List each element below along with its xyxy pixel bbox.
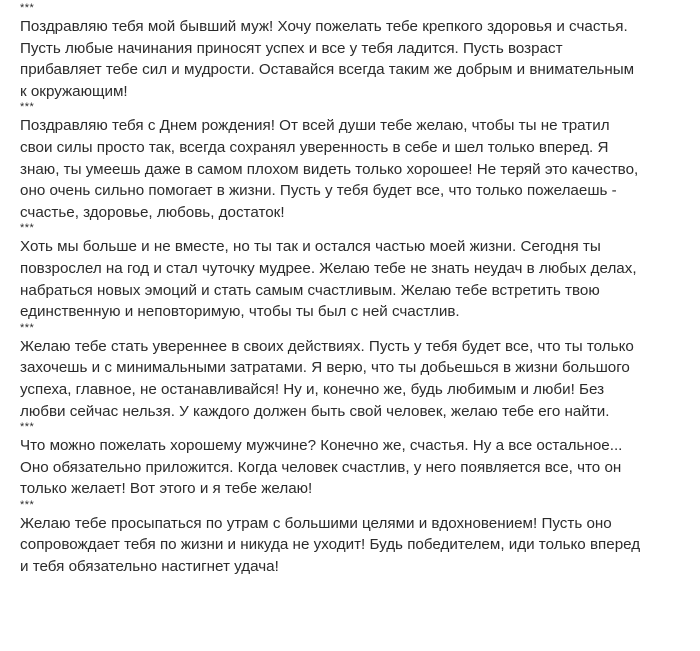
text-line: единственную и неповторимую, чтобы ты был с ней счастлив. (20, 303, 460, 321)
text-line: к окружающим! (20, 82, 128, 100)
separator: *** (20, 321, 35, 334)
text-line: Желаю тебе просыпаться по утрам с большими целями и вдохновением! Пусть оно (20, 514, 612, 532)
document-body (20, 0, 692, 578)
text-line: сопровождает тебя по жизни и никуда не уходит! Будь победителем, иди только вперед (20, 536, 641, 554)
text-line: Оно обязательно приложится. Когда человек счастлив, у него появляется все, что он (20, 458, 622, 476)
paragraph-5 (20, 435, 692, 500)
text-line: захочешь и с минимальными затратами. Я верю, что ты добьешься в жизни большого (20, 359, 630, 377)
paragraph-4 (20, 336, 692, 422)
text-line: Хоть мы больше и не вместе, но ты так и остался частью моей жизни. Сегодня ты (20, 238, 601, 256)
separator: *** (20, 101, 35, 114)
text-line: только желает! Вот этого и я тебе желаю! (20, 480, 313, 498)
separator: *** (20, 222, 35, 235)
paragraph-6 (20, 513, 692, 578)
text-line: знаю, ты умеешь даже в самом плохом видеть только хорошее! Не теряй это качество, (20, 160, 639, 178)
separator: *** (20, 2, 35, 14)
separator: *** (20, 421, 35, 434)
paragraph-3 (20, 236, 692, 322)
text-line: свои силы просто так, всегда сохранял уверенность в себе и шел только вперед. Я (20, 138, 609, 156)
text-line: набраться новых эмоций и стать самым счастливым. Желаю тебе встретить твою (20, 281, 600, 299)
text-line: Пусть любые начинания приносят успех и все у тебя ладится. Пусть возраст (20, 39, 563, 57)
text-line: Желаю тебе стать увереннее в своих действиях. Пусть у тебя будет все, что ты только (20, 337, 634, 355)
paragraph-2 (20, 115, 692, 223)
text-line: счастье, здоровье, любовь, достаток! (20, 203, 285, 221)
text-line: повзрослел на год и стал чуточку мудрее. Желаю тебе не знать неудач в любых делах, (20, 259, 637, 277)
text-line: любви сейчас нельзя. У каждого должен быть свой человек, желаю тебе его найти. (20, 402, 610, 420)
separator: *** (20, 498, 35, 511)
text-line: Поздравляю тебя с Днем рождения! От всей души тебе желаю, чтобы ты не тратил (20, 117, 610, 135)
text-line: успеха, главное, не останавливайся! Ну и, конечно же, будь любимым и люби! Без (20, 380, 605, 398)
paragraph-1 (20, 16, 692, 102)
text-line: и тебя обязательно настигнет удача! (20, 558, 279, 576)
text-line: оно очень сильно помогает в жизни. Пусть у тебя будет все, что только пожелаешь - (20, 182, 617, 200)
text-line: прибавляет тебе сил и мудрости. Оставайся всегда таким же добрым и внимательным (20, 61, 635, 79)
text-line: Что можно пожелать хорошему мужчине? Конечно же, счастья. Ну а все остальное... (20, 437, 623, 455)
text-line: Поздравляю тебя мой бывший муж! Хочу пожелать тебе крепкого здоровья и счастья. (20, 18, 628, 35)
